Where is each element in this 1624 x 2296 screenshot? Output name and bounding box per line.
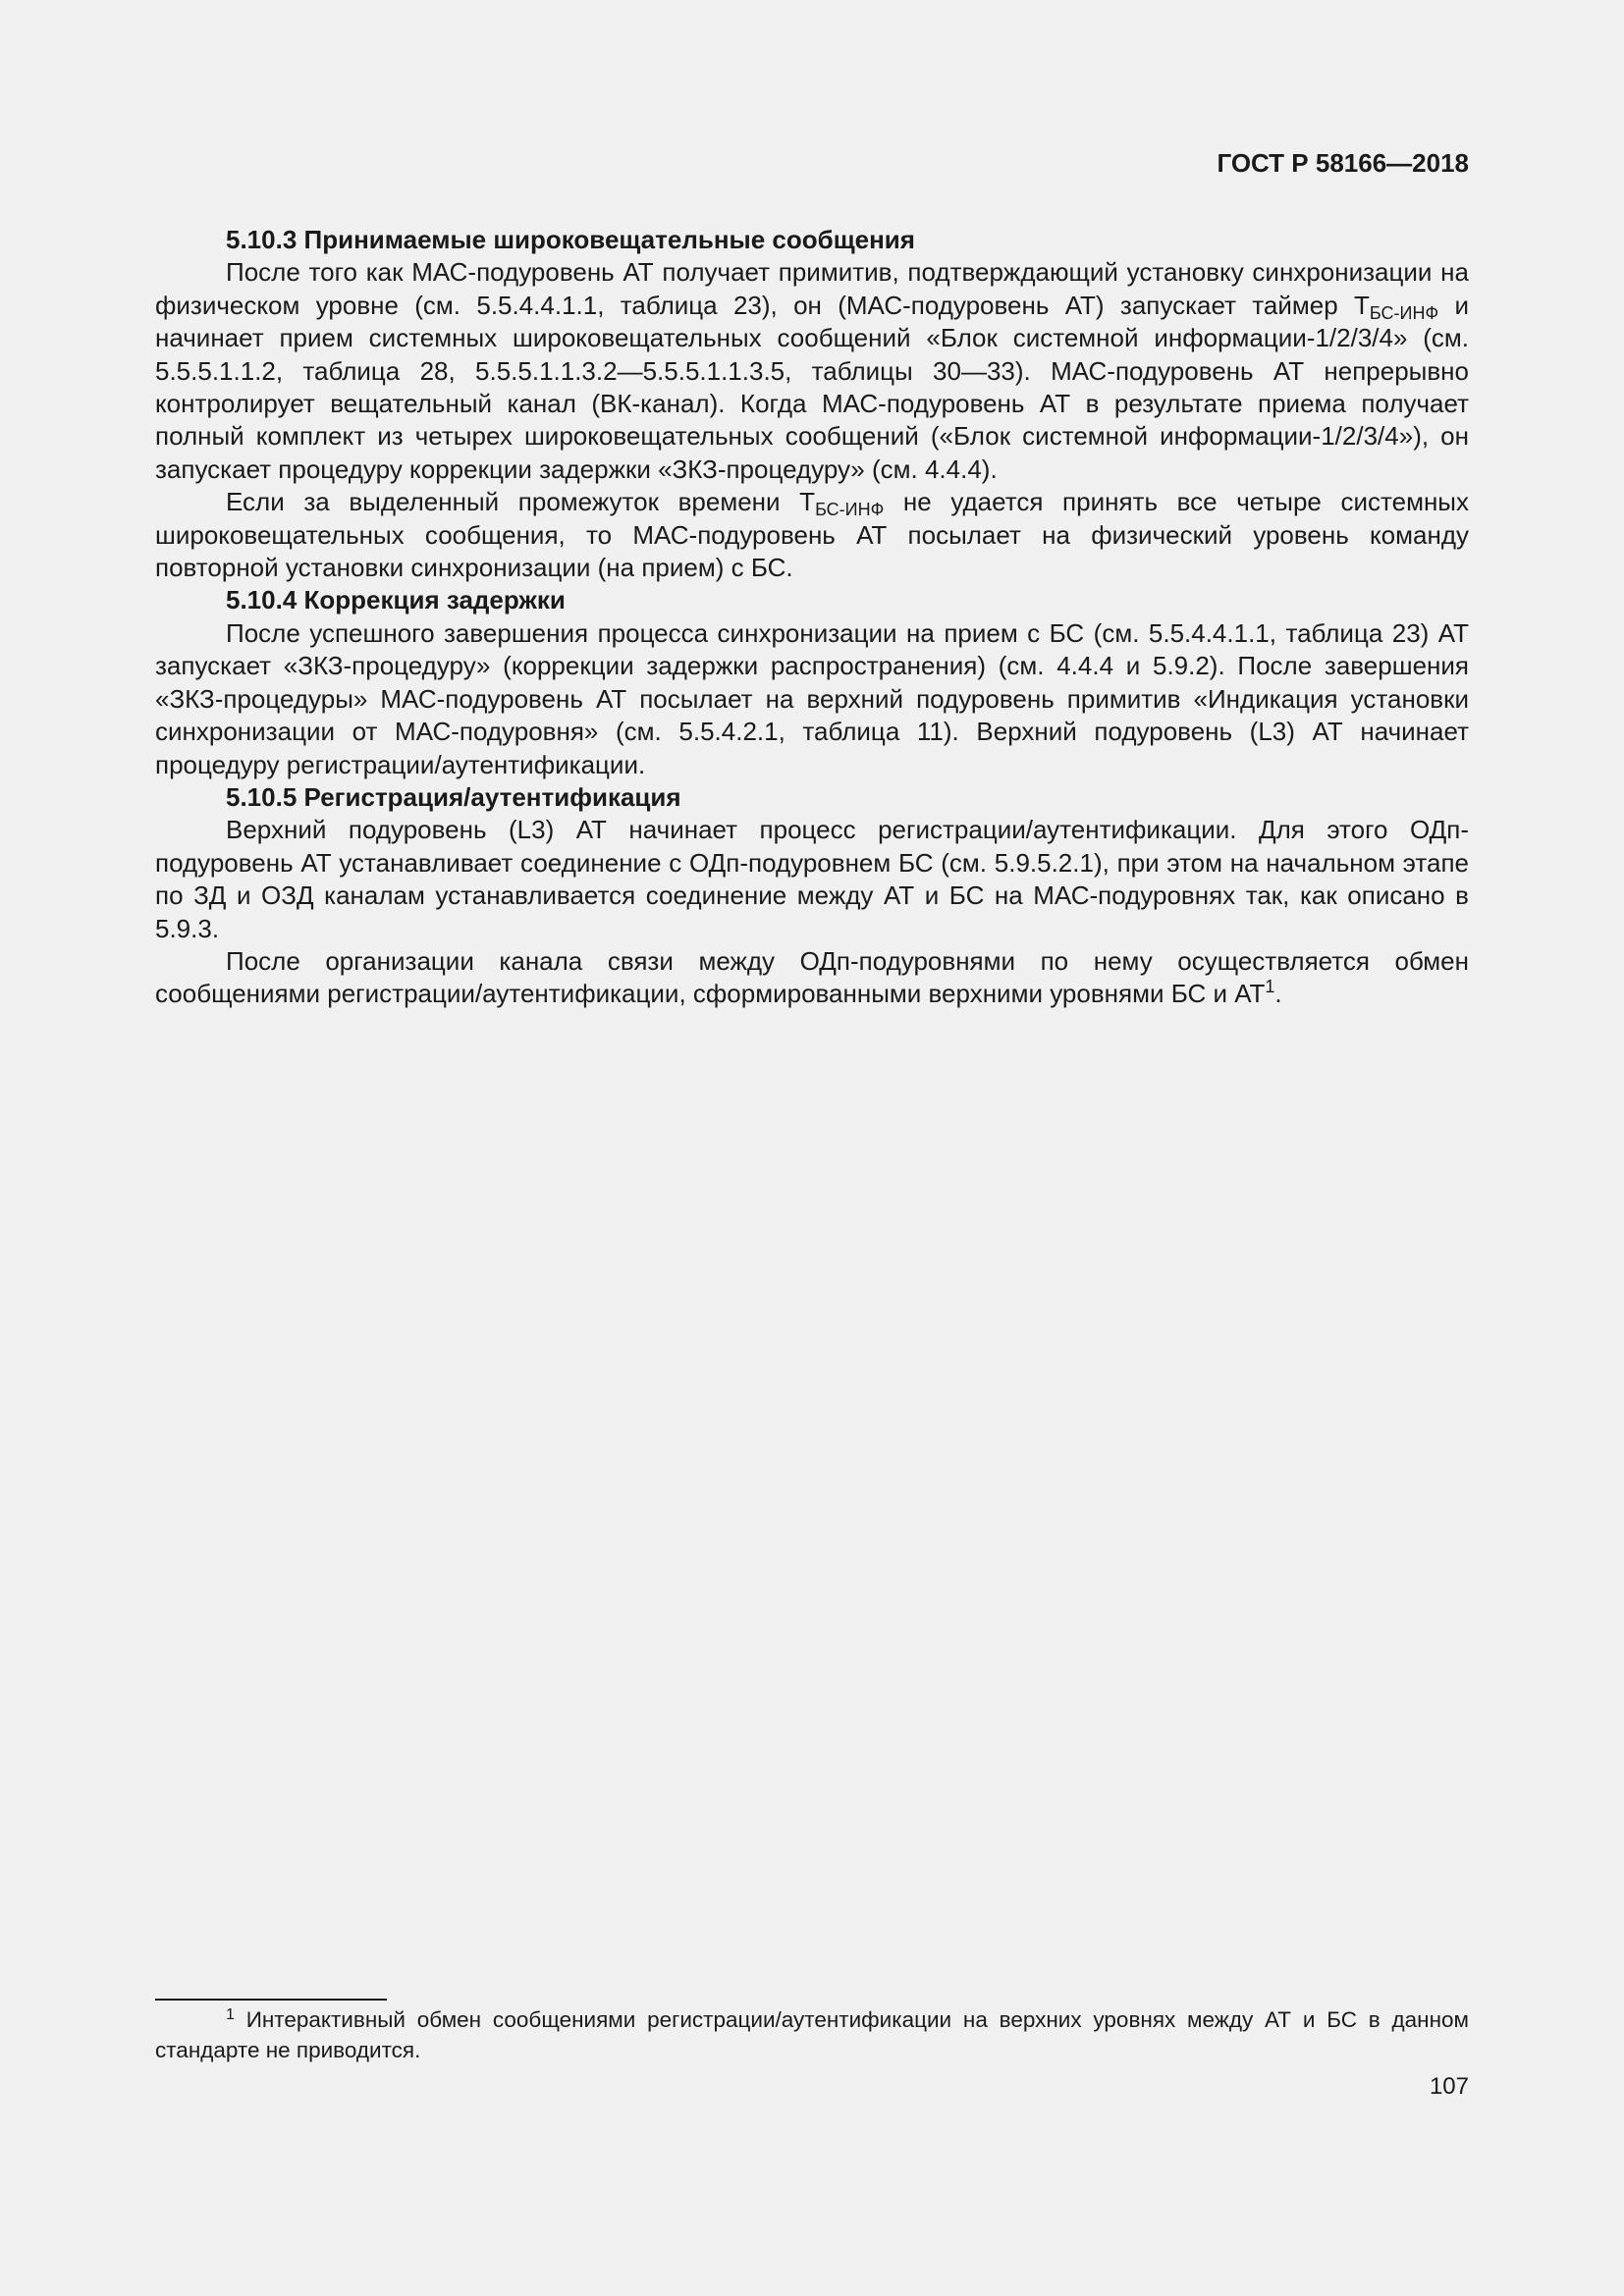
paragraph-5-10-4-1: После успешного завершения процесса синхронизации на прием с БС (см. 5.5.4.4.1.1, таблица 23) АТ запускает «ЗКЗ-процедуру» (коррекции задержки распространения) (см. 4.4.4 и 5.9.2). После завершения «ЗКЗ-процедуры» МАС-подуровень АТ посылает на верхний подуровень примитив «Индикация установки синхронизации от МАС-подуровня» (см. 5.5.4.2.1, таблица 11). Верхний подуровень (L3) АТ начинает процедуру регистрации/аутентификации. [155, 617, 1469, 779]
footnote-marker: 1 [226, 2006, 235, 2023]
text-run: После того как МАС-подуровень АТ получает примитив, подтверждающий установку синхронизации на физическом уровне (см. 5.5.4.4.1.1, таблица 23), он (МАС-подуровень АТ) запускает таймер Т [155, 257, 1469, 320]
text-run: не удается принять все четыре системных широковещательных сообщения, то МАС-подуровень АТ посылает на физический уровень команду повторной установки синхронизации (на прием) с БС. [155, 487, 1469, 583]
footnote-text [155, 2004, 1469, 2065]
section-heading-5-10-4: 5.10.4 Коррекция задержки [226, 585, 566, 615]
text-run: Если за выделенный промежуток времени Т [226, 487, 816, 517]
footnote [155, 2004, 1469, 2065]
paragraph-5-10-5-1: Верхний подуровень (L3) АТ начинает процесс регистрации/аутентификации. Для этого ОДп-подуровень АТ устанавливает соединение с ОДп-подуровнем БС (см. 5.9.5.2.1), при этом на начальном этапе по ЗД и ОЗД каналам устанавливается соединение между АТ и БС на МАС-подуровнях так, как описано в 5.9.3. [155, 815, 1469, 943]
text-run: и начинает прием системных широковещательных сообщений «Блок системной информации-1/2/3/4» (см. 5.5.5.1.1.2, таблица 28, 5.5.5.1.1.3.2—5.5.5.1.1.3.5, таблицы 30—33). МАС-подуровень АТ непрерывно контролирует вещательный канал (ВК-канал). Когда МАС-подуровень АТ в результате приема получает полный комплект из четырех широковещательных сообщений («Блок системной информации-1/2/3/4»), он запускает процедуру коррекции задержки «ЗКЗ-процедуру» (см. 4.4.4). [155, 290, 1469, 484]
subscript: БС-ИНФ [1369, 302, 1439, 323]
main-content [155, 224, 1469, 1011]
footnote-separator [155, 1999, 387, 2001]
paragraph-5-10-3-2 [155, 486, 1469, 584]
text-run: . [1274, 979, 1282, 1009]
paragraph-5-10-5-2 [155, 945, 1469, 1011]
text-run: Интерактивный обмен сообщениями регистрации/аутентификации на верхних уровнях между АТ и БС в данном стандарте не приводится. [155, 2007, 1469, 2062]
section-heading-5-10-3: 5.10.3 Принимаемые широковещательные сообщения [226, 225, 915, 254]
subscript: БС-ИНФ [815, 500, 885, 520]
footnote-reference: 1 [1265, 977, 1275, 997]
text-run: После организации канала связи между ОДп-подуровнями по нему осуществляется обмен сообщениями регистрации/аутентификации, сформированными верхними уровнями БС и АТ [155, 945, 1469, 1009]
paragraph-5-10-3-1 [155, 256, 1469, 486]
section-heading-5-10-5: 5.10.5 Регистрация/аутентификация [226, 781, 681, 812]
document-id-header: ГОСТ Р 58166—2018 [1217, 148, 1469, 178]
page-number: 107 [1429, 2073, 1469, 2100]
